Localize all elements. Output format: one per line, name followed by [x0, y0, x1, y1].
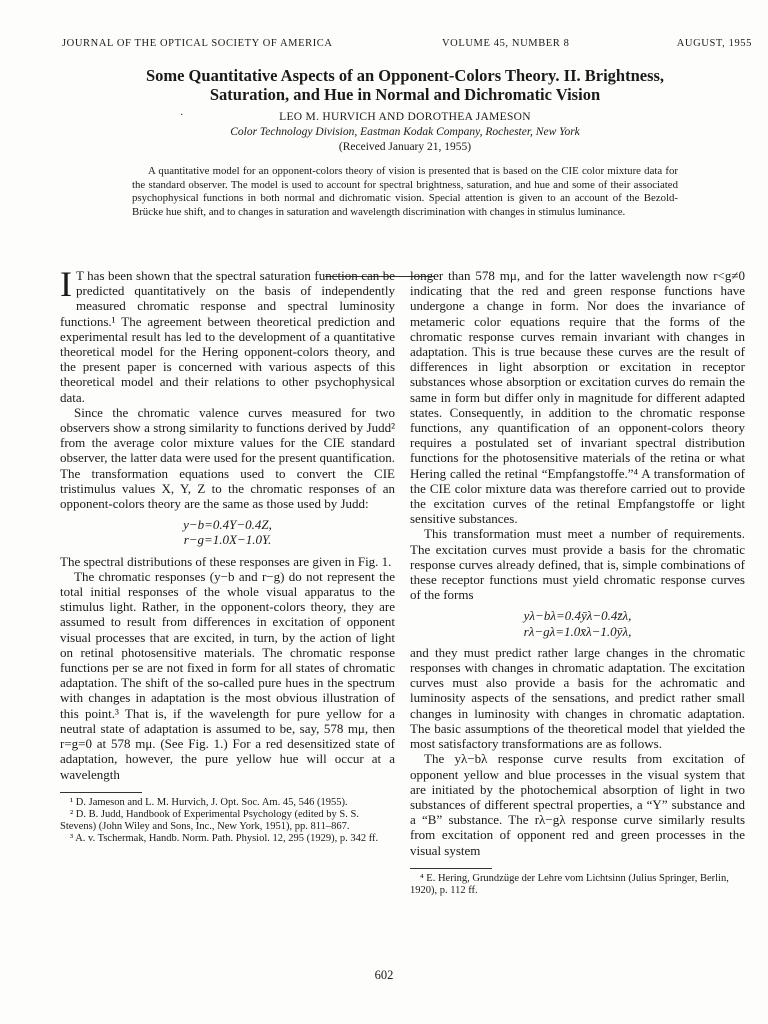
paragraph-5: longer than 578 mμ, and for the latter wavelength now r<g≠0 indicating that the red and green response functions have undergone a change in form. Nor does the invariance of metameric color equations require that the forms of the chromatic response curves remain invariant with changes in adaptation. This is true because these curves are the result of differences in light absorption or excitation in receptor substances whose absorption or excitation curves do remain the same in form but differ only in magnitude for different adapted states. Consequently, in addition to the chromatic response functions, any quantification of an opponent-colors theory requires a postulated set of invariant spectral distribution functions for the photosensitive materials of the retina or what Hering called the retinal “Empfangstoffe.”⁴ A transformation of the CIE color mixture data was therefore carried out to provide the excitation curves of the retinal Empfangstoffe or light sensitive substances.	[410, 268, 745, 527]
paragraph-4: The chromatic responses (y−b and r−g) do not represent the total initial responses of the whole visual apparatus to the stimulus light. Rather, in the opponent-colors theory, they are assumed to result from differences in excitation of opponent visual processes that are excited, in turn, by the action of light on retinal photosensitive materials. The chromatic response functions per se are not fixed in form for all states of chromatic adaptation. The shift of the so-called pure hues in the spectrum with changes in adaptation is the most obvious illustration of this point.³ That is, if the wavelength for pure yellow for a neutral state of adaptation is assumed to be, say, 578 mμ, then r=g=0 at 578 mμ. (See Fig. 1.) For a red desensitized state of adaptation, however, the pure yellow hue will occur at a wavelength	[60, 568, 395, 782]
footnote-4: ⁴ E. Hering, Grundzüge der Lehre vom Lichtsinn (Julius Springer, Berlin, 1920), p. 112 ff.	[410, 872, 729, 896]
volume-number: VOLUME 45, NUMBER 8	[442, 38, 570, 49]
received-date: (Received January 21, 1955)	[338, 141, 472, 153]
equation-yb: y−b=0.4Y−0.4Z,	[183, 517, 272, 533]
article-title	[60, 66, 750, 104]
page-number: 602	[374, 968, 394, 982]
footnote-divider-right	[410, 868, 492, 869]
footnote-1: ¹ D. Jameson and L. M. Hurvich, J. Opt. Soc. Am. 45, 546 (1955).	[70, 796, 348, 808]
paragraph-1	[60, 264, 395, 405]
left-column	[60, 264, 395, 846]
paragraph-1-text: T has been shown that the spectral saturation function can be predicted quantitatively on the basis of independently measured chromatic response and spectral luminosity functions.¹ The agreement between theoretical prediction and experimental result has led to the development of a quantitative theoretical model for the Hering opponent-colors theory, and the present paper is concerned with various aspects of this theoretical model and their relations to other psychophysical data.	[60, 268, 395, 405]
equation-rg: r−g=1.0X−1.0Y.	[183, 532, 272, 548]
drop-cap: I	[60, 264, 72, 304]
paragraph-7: and they must predict rather large changes in the chromatic responses with changes in chromatic adaptation. The excitation curves must also provide a basis for the achromatic and luminosity aspects of the sensations, and predict rather small changes in luminosity with changes in chromatic adaptation. The basic assumptions of the theoretical model that yielded the most satisfactory transformations are as follows.	[410, 644, 745, 752]
footnote-2: ² D. B. Judd, Handbook of Experimental Psychology (edited by S. S. Stevens) (John Wiley and Sons, Inc., New York, 1951), pp. 811–867.	[60, 808, 359, 833]
affiliation: Color Technology Division, Eastman Kodak Company, Rochester, New York	[230, 126, 580, 138]
equation-block-1	[60, 517, 395, 547]
paragraph-3: The spectral distributions of these responses are given in Fig. 1.	[60, 553, 392, 569]
decorative-dot: ·	[180, 110, 184, 121]
journal-name: JOURNAL OF THE OPTICAL SOCIETY OF AMERICA	[62, 38, 333, 49]
paragraph-2: Since the chromatic valence curves measured for two observers show a strong similarity to functions derived by Judd² from the average color mixture values for the CIE standard observer, the latter data were used for the present quantification. The transformation equations used to convert the CIE tristimulus values X, Y, Z to the chromatic responses of an opponent-colors theory are the same as those used by Judd:	[60, 404, 395, 512]
issue-date: AUGUST, 1955	[676, 38, 752, 49]
footnote-3: ³ A. v. Tschermak, Handb. Norm. Path. Physiol. 12, 295 (1929), p. 342 ff.	[70, 833, 379, 845]
equation-rg-lambda: rλ−gλ=1.0x̄λ−1.0ȳλ,	[523, 623, 632, 639]
right-column	[410, 268, 745, 897]
paragraph-8: The yλ−bλ response curve results from excitation of opponent yellow and blue processes in the visual system that are initiated by the photochemical absorption of light in two substances of different spectral properties, a “Y” substance and a “B” substance. The rλ−gλ response curve similarly results from excitation of opponent red and green processes in the visual system	[410, 751, 745, 858]
equation-block-2	[410, 608, 745, 638]
title-line-2: Saturation, and Hue in Normal and Dichromatic Vision	[209, 85, 601, 104]
title-line-1: Some Quantitative Aspects of an Opponent-Colors Theory. II. Brightness,	[145, 66, 665, 85]
paragraph-6: This transformation must meet a number of requirements. The excitation curves must provide a basis for the chromatic response curves already defined, that is, simple combinations of these receptor functions must yield chromatic response curves of the forms	[410, 526, 745, 603]
abstract: A quantitative model for an opponent-colors theory of vision is presented that is based on the CIE color mixture data for the standard observer. The model is used to account for spectral brightness, saturation, and hue and some of their associated psychophysical functions in both normal and dichromatic vision. Special attention is given to an account of the Bezold-Brücke hue shift, and to changes in saturation and wavelength discrimination with changes in stimulus luminance.	[132, 165, 678, 218]
authors: LEO M. HURVICH AND DOROTHEA JAMESON	[279, 111, 531, 123]
footnote-divider	[60, 792, 142, 793]
equation-yb-lambda: yλ−bλ=0.4ȳλ−0.4z̄λ,	[523, 608, 632, 624]
